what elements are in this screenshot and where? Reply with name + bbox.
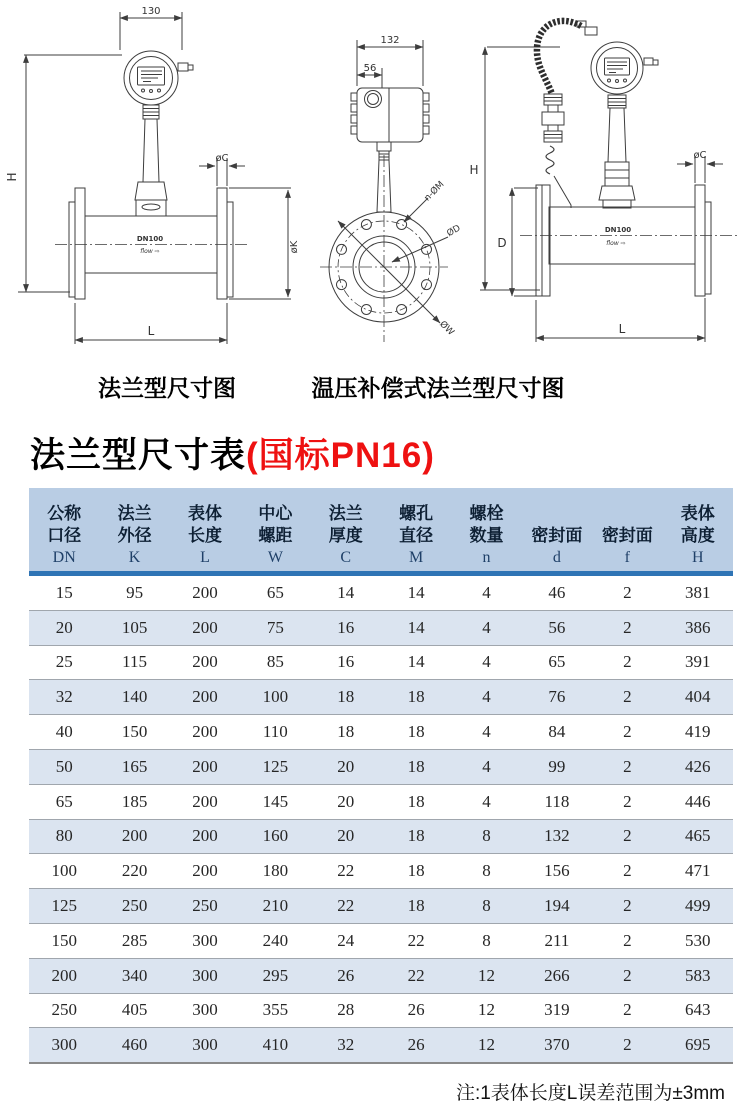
table-row — [29, 854, 733, 889]
table-cell: 200 — [29, 958, 99, 993]
table-row — [29, 819, 733, 854]
table-cell: 15 — [29, 574, 99, 611]
table-cell: 250 — [99, 889, 169, 924]
table-cell: 26 — [311, 958, 381, 993]
column-header: 法兰 厚度 C — [311, 488, 381, 574]
table-cell: 25 — [29, 645, 99, 680]
table-header — [29, 488, 733, 574]
table-cell: 499 — [663, 889, 733, 924]
table-cell: 2 — [592, 1028, 662, 1063]
title-main: 法兰型尺寸表 — [30, 436, 247, 475]
column-header: 螺栓 数量 n — [451, 488, 521, 574]
table-cell: 28 — [311, 993, 381, 1028]
table-cell: 211 — [522, 923, 592, 958]
table-cell: 465 — [663, 819, 733, 854]
table-cell: 65 — [522, 645, 592, 680]
dim-l2-label: L — [618, 322, 626, 336]
table-cell: 355 — [240, 993, 310, 1028]
table-cell: 295 — [240, 958, 310, 993]
table-cell: 26 — [381, 993, 451, 1028]
table-cell: 8 — [451, 854, 521, 889]
table-row — [29, 1028, 733, 1063]
table-cell: 8 — [451, 819, 521, 854]
column-header: 螺孔 直径 M — [381, 488, 451, 574]
table-cell: 32 — [311, 1028, 381, 1063]
dim-nom-label: n-ØM — [422, 179, 447, 204]
table-cell: 300 — [170, 1028, 240, 1063]
table-cell: 340 — [99, 958, 169, 993]
table-cell: 12 — [451, 993, 521, 1028]
table-cell: 285 — [99, 923, 169, 958]
dim-ok-label: øK — [289, 240, 300, 254]
dim-h-label: H — [5, 172, 19, 182]
column-header: 密封面 f — [592, 488, 662, 574]
table-row — [29, 784, 733, 819]
table-row — [29, 574, 733, 611]
table-cell: 20 — [311, 784, 381, 819]
table-cell: 200 — [170, 784, 240, 819]
table-cell: 14 — [381, 645, 451, 680]
table-cell: 266 — [522, 958, 592, 993]
table-cell: 14 — [381, 610, 451, 645]
table-cell: 22 — [381, 923, 451, 958]
dim-oc2-label: øC — [693, 150, 707, 161]
table-cell: 300 — [170, 958, 240, 993]
right-diagram-caption: 温压补偿式法兰型尺寸图 — [311, 375, 565, 401]
table-cell: 22 — [311, 854, 381, 889]
table-cell: 210 — [240, 889, 310, 924]
table-cell: 300 — [170, 923, 240, 958]
technical-diagrams — [0, 0, 750, 365]
table-cell: 20 — [311, 749, 381, 784]
table-cell: 426 — [663, 749, 733, 784]
flow-direction-label-2: flow ⇨ — [606, 240, 626, 247]
table-cell: 56 — [522, 610, 592, 645]
table-cell: 4 — [451, 680, 521, 715]
table-cell: 24 — [311, 923, 381, 958]
table-cell: 84 — [522, 715, 592, 750]
table-cell: 22 — [311, 889, 381, 924]
table-cell: 200 — [170, 574, 240, 611]
table-cell: 4 — [451, 784, 521, 819]
column-header: 密封面 d — [522, 488, 592, 574]
table-cell: 150 — [29, 923, 99, 958]
table-cell: 391 — [663, 645, 733, 680]
table-cell: 220 — [99, 854, 169, 889]
table-cell: 2 — [592, 854, 662, 889]
table-cell: 2 — [592, 784, 662, 819]
table-row — [29, 715, 733, 750]
table-cell: 18 — [381, 819, 451, 854]
table-cell: 2 — [592, 749, 662, 784]
table-cell: 18 — [311, 680, 381, 715]
table-cell: 410 — [240, 1028, 310, 1063]
table-cell: 100 — [240, 680, 310, 715]
table-cell: 18 — [381, 715, 451, 750]
table-cell: 381 — [663, 574, 733, 611]
header-row — [29, 488, 733, 574]
table-row — [29, 958, 733, 993]
table-cell: 300 — [29, 1028, 99, 1063]
table-cell: 95 — [99, 574, 169, 611]
table-cell: 2 — [592, 645, 662, 680]
table-cell: 75 — [240, 610, 310, 645]
table-cell: 530 — [663, 923, 733, 958]
table-cell: 300 — [170, 993, 240, 1028]
table-cell: 26 — [381, 1028, 451, 1063]
table-row — [29, 610, 733, 645]
table-cell: 156 — [522, 854, 592, 889]
table-cell: 8 — [451, 889, 521, 924]
table-cell: 105 — [99, 610, 169, 645]
table-cell: 14 — [381, 574, 451, 611]
table-cell: 4 — [451, 749, 521, 784]
table-cell: 165 — [99, 749, 169, 784]
table-cell: 583 — [663, 958, 733, 993]
table-row — [29, 749, 733, 784]
table-cell: 200 — [170, 749, 240, 784]
table-cell: 2 — [592, 715, 662, 750]
table-cell: 8 — [451, 923, 521, 958]
table-cell: 125 — [240, 749, 310, 784]
footnote: 注:1表体长度L误差范围为±3mm — [455, 1083, 725, 1104]
table-cell: 200 — [170, 610, 240, 645]
dim-oc-label: øC — [215, 153, 229, 164]
table-cell: 80 — [29, 819, 99, 854]
dim-132-label: 132 — [380, 35, 400, 46]
table-cell: 370 — [522, 1028, 592, 1063]
table-cell: 65 — [240, 574, 310, 611]
pipe-size-label: DN100 — [136, 235, 164, 243]
table-cell: 18 — [381, 680, 451, 715]
table-cell: 4 — [451, 715, 521, 750]
table-cell: 2 — [592, 889, 662, 924]
table-cell: 18 — [381, 749, 451, 784]
table-cell: 76 — [522, 680, 592, 715]
table-cell: 20 — [29, 610, 99, 645]
table-cell: 150 — [99, 715, 169, 750]
table-row — [29, 923, 733, 958]
table-cell: 140 — [99, 680, 169, 715]
table-cell: 18 — [381, 889, 451, 924]
table-cell: 12 — [451, 958, 521, 993]
column-header: 表体 长度 L — [170, 488, 240, 574]
table-cell: 118 — [522, 784, 592, 819]
table-cell: 2 — [592, 923, 662, 958]
table-row — [29, 889, 733, 924]
table-cell: 319 — [522, 993, 592, 1028]
table-cell: 405 — [99, 993, 169, 1028]
table-cell: 2 — [592, 574, 662, 611]
table-cell: 18 — [311, 715, 381, 750]
table-cell: 695 — [663, 1028, 733, 1063]
table-cell: 110 — [240, 715, 310, 750]
table-cell: 200 — [99, 819, 169, 854]
table-cell: 100 — [29, 854, 99, 889]
table-cell: 18 — [381, 854, 451, 889]
column-header: 中心 螺距 W — [240, 488, 310, 574]
flange-front-view-diagram — [320, 35, 463, 342]
table-cell: 50 — [29, 749, 99, 784]
title-standard-badge: (国标PN16) — [246, 436, 435, 475]
table-cell: 20 — [311, 819, 381, 854]
table-cell: 446 — [663, 784, 733, 819]
table-cell: 2 — [592, 958, 662, 993]
table-cell: 194 — [522, 889, 592, 924]
table-cell: 404 — [663, 680, 733, 715]
dim-od-label: ØD — [445, 223, 463, 240]
table-cell: 643 — [663, 993, 733, 1028]
table-cell: 85 — [240, 645, 310, 680]
table-cell: 2 — [592, 819, 662, 854]
dimension-table — [29, 488, 733, 1064]
table-cell: 386 — [663, 610, 733, 645]
table-cell: 12 — [451, 1028, 521, 1063]
table-cell: 132 — [522, 819, 592, 854]
page-title — [30, 428, 435, 478]
table-cell: 115 — [99, 645, 169, 680]
table-cell: 32 — [29, 680, 99, 715]
table-cell: 200 — [170, 715, 240, 750]
table-cell: 4 — [451, 574, 521, 611]
table-cell: 125 — [29, 889, 99, 924]
table-cell: 460 — [99, 1028, 169, 1063]
table-cell: 200 — [170, 645, 240, 680]
table-cell: 200 — [170, 819, 240, 854]
dim-d-label: D — [497, 236, 507, 250]
table-cell: 250 — [170, 889, 240, 924]
table-cell: 200 — [170, 680, 240, 715]
table-cell: 2 — [592, 680, 662, 715]
table-row — [29, 645, 733, 680]
table-cell: 145 — [240, 784, 310, 819]
pipe-size-label-2: DN100 — [604, 226, 632, 234]
column-header: 公称 口径 DN — [29, 488, 99, 574]
table-cell: 16 — [311, 645, 381, 680]
table-cell: 4 — [451, 645, 521, 680]
table-cell: 160 — [240, 819, 310, 854]
dim-l-label: L — [147, 324, 155, 338]
table-cell: 16 — [311, 610, 381, 645]
compensated-type-diagram — [469, 21, 738, 342]
flow-direction-label: flow ⇨ — [140, 248, 160, 255]
table-cell: 65 — [29, 784, 99, 819]
table-cell: 40 — [29, 715, 99, 750]
table-cell: 250 — [29, 993, 99, 1028]
table-cell: 200 — [170, 854, 240, 889]
dim-h2-label: H — [469, 163, 479, 177]
table-cell: 22 — [381, 958, 451, 993]
table-cell: 46 — [522, 574, 592, 611]
table-cell: 185 — [99, 784, 169, 819]
dim-56-label: 56 — [363, 63, 377, 74]
table-cell: 18 — [381, 784, 451, 819]
left-diagram-caption: 法兰型尺寸图 — [98, 375, 236, 401]
table-cell: 99 — [522, 749, 592, 784]
table-cell: 2 — [592, 993, 662, 1028]
table-cell: 14 — [311, 574, 381, 611]
table-row — [29, 993, 733, 1028]
table-cell: 180 — [240, 854, 310, 889]
table-cell: 471 — [663, 854, 733, 889]
dim-130-label: 130 — [141, 6, 161, 17]
table-cell: 2 — [592, 610, 662, 645]
flange-type-diagram — [5, 6, 300, 344]
table-body — [29, 574, 733, 1064]
table-row — [29, 680, 733, 715]
table-cell: 240 — [240, 923, 310, 958]
table-cell: 419 — [663, 715, 733, 750]
column-header: 表体 高度 H — [663, 488, 733, 574]
table-cell: 4 — [451, 610, 521, 645]
column-header: 法兰 外径 K — [99, 488, 169, 574]
dim-ow-label: ØW — [437, 319, 456, 338]
